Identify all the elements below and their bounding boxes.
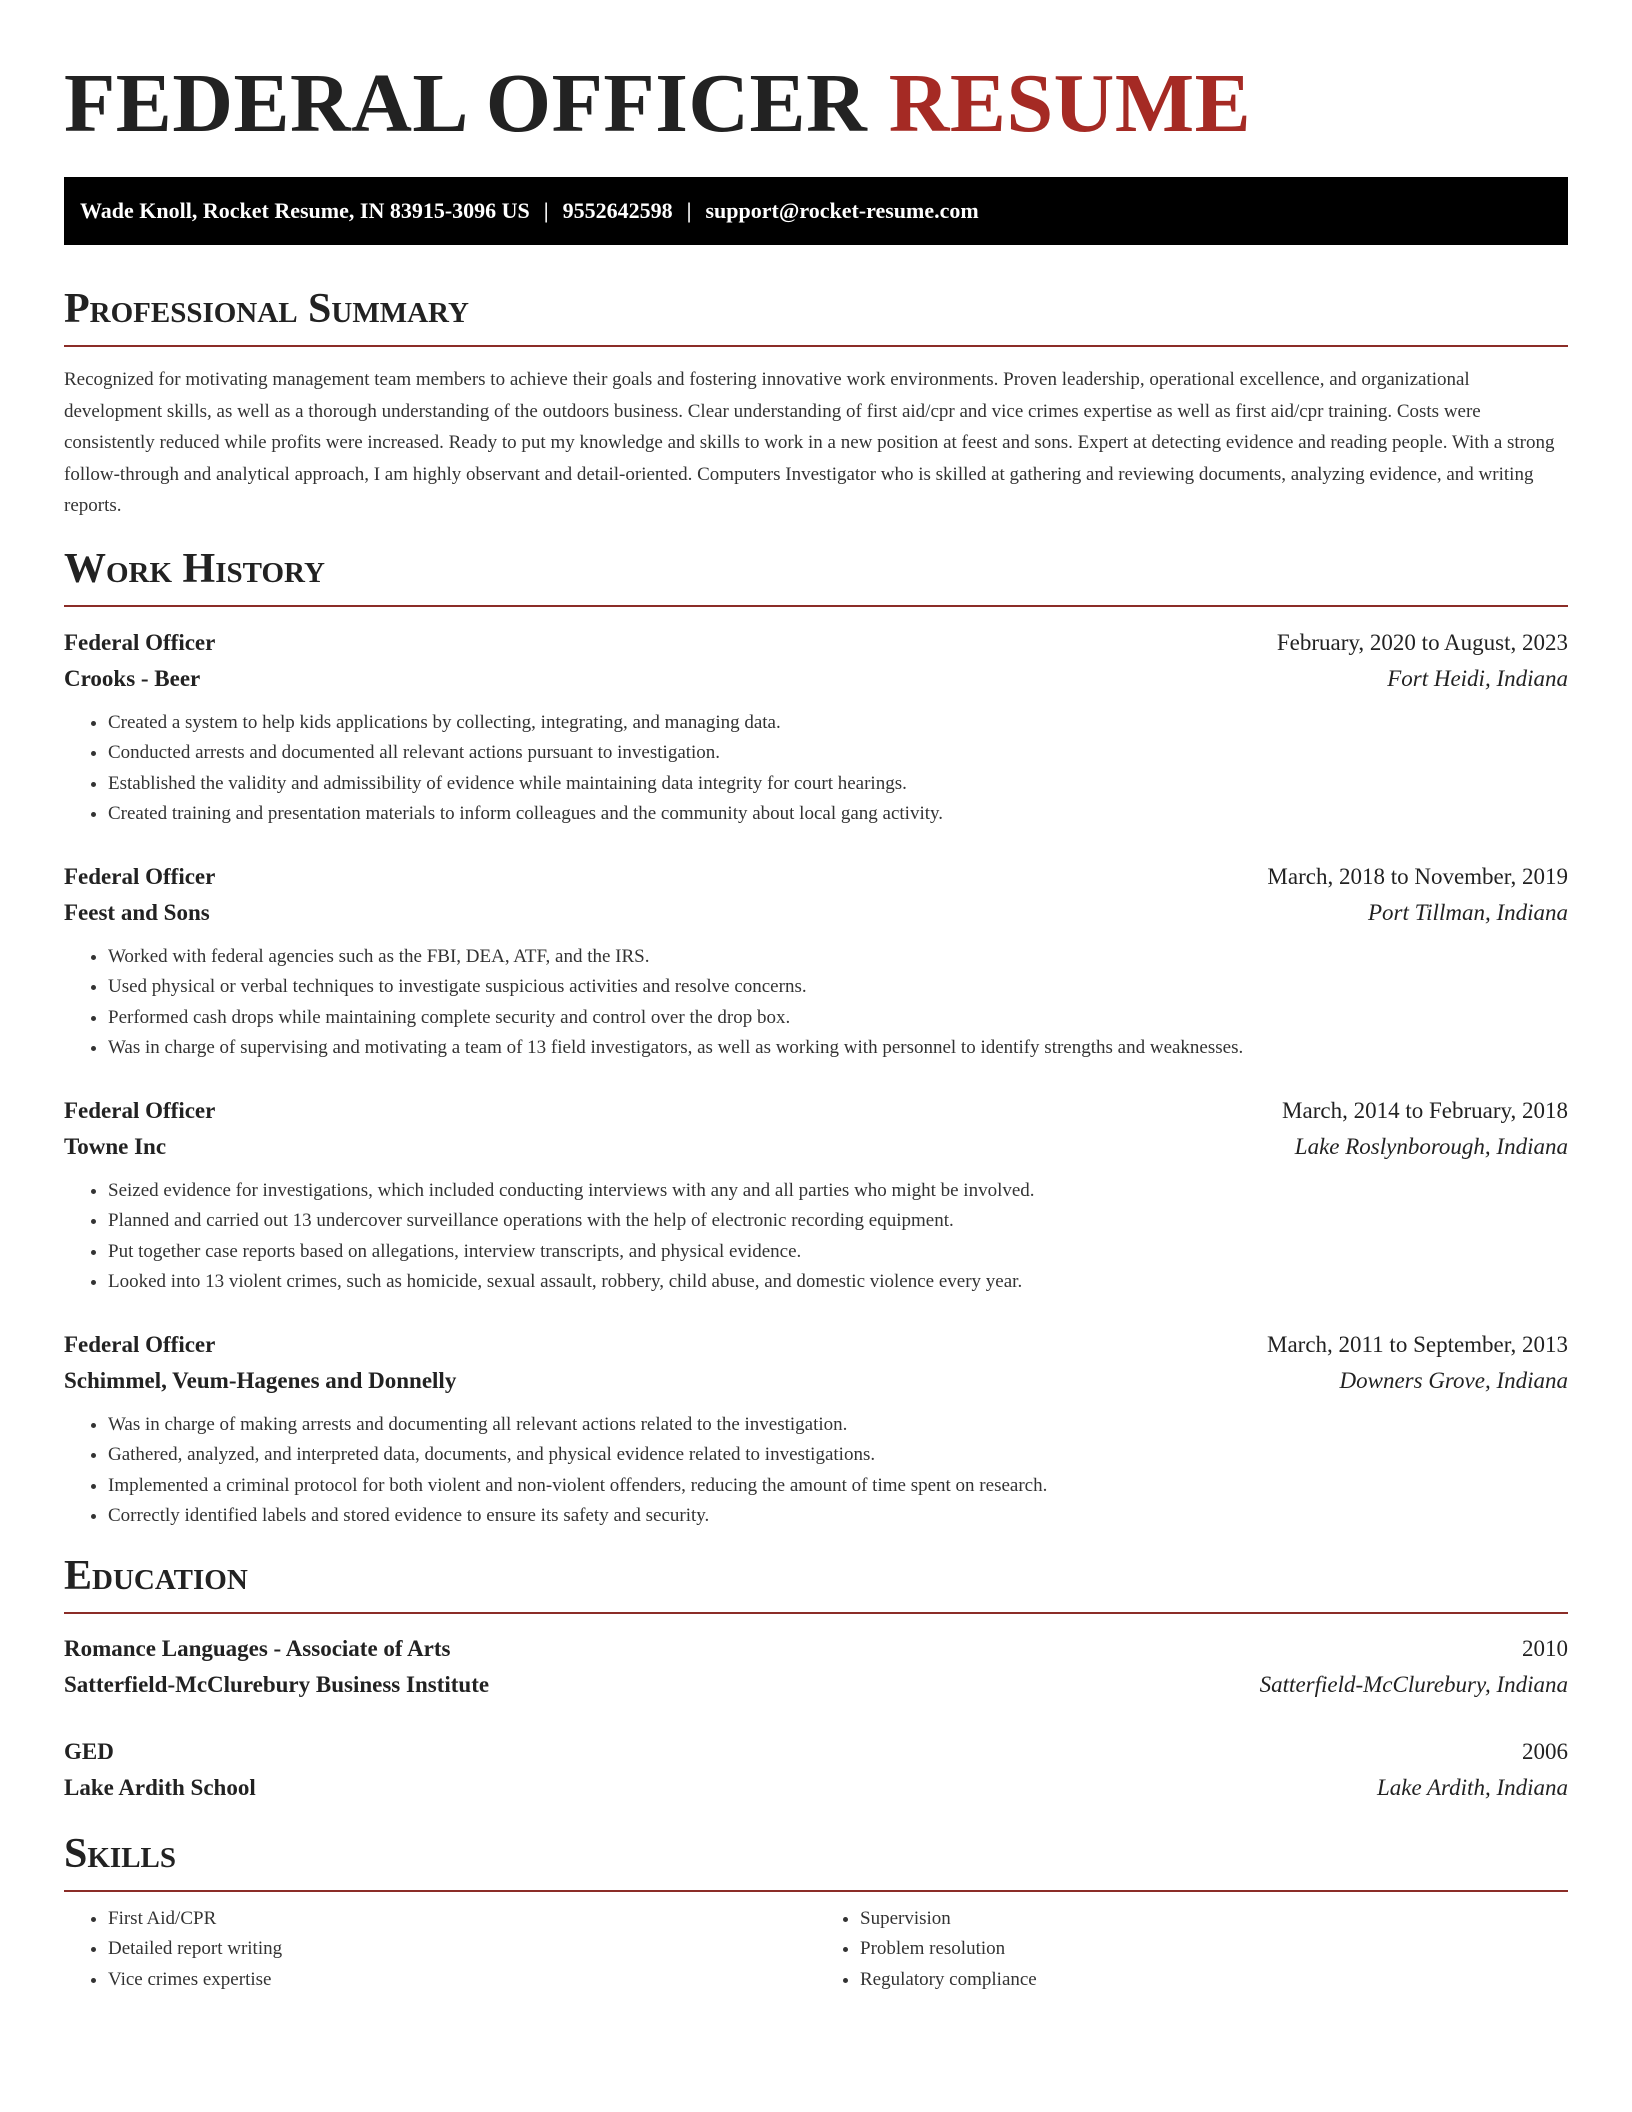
list-item: • Was in charge of supervising and motivating a team of 13 field investigators, as well as working with personnel to identify strengths and weaknesses. (108, 1033, 1568, 1064)
contact-phone: 9552642598 (562, 198, 673, 223)
page-title (64, 0, 1568, 152)
job-company-row (64, 661, 1568, 697)
list-item: • Seized evidence for investigations, which included conducting interviews with any and all parties who might be involved. (108, 1176, 1568, 1207)
list-item: • Worked with federal agencies such as the FBI, DEA, ATF, and the IRS. (108, 942, 1568, 973)
job-company: Crooks - Beer (64, 665, 201, 691)
list-item: • Performed cash drops while maintaining complete security and control over the drop box. (108, 1003, 1568, 1034)
education-entry (64, 1734, 1568, 1806)
job-title: Federal Officer (64, 1331, 216, 1357)
job-entry (64, 1327, 1568, 1532)
job-entry (64, 1093, 1568, 1298)
job-header-row (64, 625, 1568, 661)
job-bullets (64, 1410, 1568, 1532)
skills-section (64, 1830, 1568, 1996)
education-year: 2010 (1522, 1635, 1568, 1661)
contact-address: Wade Knoll, Rocket Resume, IN 83915-3096 US (80, 198, 530, 223)
education-year: 2006 (1522, 1738, 1568, 1764)
job-title: Federal Officer (64, 629, 216, 655)
section-divider (64, 605, 1568, 607)
education-entry (64, 1631, 1568, 1703)
job-location: Lake Roslynborough, Indiana (1294, 1133, 1568, 1159)
list-item: • Detailed report writing (108, 1934, 816, 1965)
section-divider (64, 345, 1568, 347)
list-item: • Problem resolution (860, 1934, 1568, 1965)
skills-list-right (816, 1904, 1568, 1996)
job-dates: March, 2018 to November, 2019 (1267, 863, 1568, 889)
contact-separator: | (686, 198, 692, 223)
section-divider (64, 1890, 1568, 1892)
contact-bar (64, 177, 1568, 245)
list-item: • Put together case reports based on allegations, interview transcripts, and physical evidence. (108, 1237, 1568, 1268)
job-location: Port Tillman, Indiana (1368, 899, 1568, 925)
job-bullets (64, 1176, 1568, 1298)
job-company: Towne Inc (64, 1133, 167, 1159)
education-school-row (64, 1667, 1568, 1703)
list-item: • Created training and presentation materials to inform colleagues and the community about local gang activity. (108, 799, 1568, 830)
job-dates: February, 2020 to August, 2023 (1276, 629, 1568, 655)
job-company: Feest and Sons (64, 899, 210, 925)
list-item: • Regulatory compliance (860, 1965, 1568, 1996)
job-header-row (64, 1093, 1568, 1129)
job-entry (64, 859, 1568, 1064)
title-accent: RESUME (888, 57, 1252, 150)
job-dates: March, 2011 to September, 2013 (1267, 1331, 1568, 1357)
job-company-row (64, 895, 1568, 931)
job-title: Federal Officer (64, 863, 216, 889)
list-item: • Used physical or verbal techniques to investigate suspicious activities and resolve concerns. (108, 972, 1568, 1003)
education-heading: Education (64, 1552, 248, 1599)
education-school-row (64, 1770, 1568, 1806)
job-company-row (64, 1129, 1568, 1165)
job-header-row (64, 859, 1568, 895)
education-location: Satterfield-McClurebury, Indiana (1259, 1671, 1568, 1697)
job-header-row (64, 1327, 1568, 1363)
list-item: • Planned and carried out 13 undercover surveillance operations with the help of electronic recording equipment. (108, 1206, 1568, 1237)
education-degree: GED (64, 1738, 114, 1764)
section-divider (64, 1612, 1568, 1614)
education-section (64, 1552, 1568, 1806)
list-item: • Correctly identified labels and stored evidence to ensure its safety and security. (108, 1501, 1568, 1532)
contact-email: support@rocket-resume.com (705, 198, 979, 223)
list-item: • Conducted arrests and documented all relevant actions pursuant to investigation. (108, 738, 1568, 769)
skills-list-left (64, 1904, 816, 1996)
title-main: FEDERAL OFFICER (64, 57, 868, 150)
list-item: • Implemented a criminal protocol for both violent and non-violent offenders, reducing the amount of time spent on research. (108, 1471, 1568, 1502)
job-company-row (64, 1363, 1568, 1399)
list-item: • Supervision (860, 1904, 1568, 1935)
list-item: • First Aid/CPR (108, 1904, 816, 1935)
job-dates: March, 2014 to February, 2018 (1282, 1097, 1568, 1123)
education-header-row (64, 1631, 1568, 1667)
contact-separator: | (543, 198, 549, 223)
work-history-heading: Work History (64, 545, 325, 592)
list-item: • Gathered, analyzed, and interpreted data, documents, and physical evidence related to investigations. (108, 1440, 1568, 1471)
summary-text: Recognized for motivating management team members to achieve their goals and fostering innovative work environments. Proven leadership, operational excellence, and organizational development skills, as well as a thorough understanding of the outdoors business. Clear understanding of first aid/cpr and vice crimes expertise as well as first aid/cpr training. Costs were consistently reduced while profits were increased. Ready to put my knowledge and skills to work in a new position at feest and sons. Expert at detecting evidence and reading people. With a strong follow-through and analytical approach, I am highly observant and detail-oriented. Computers Investigator who is skilled at gathering and reviewing documents, analyzing evidence, and writing reports. (64, 369, 1555, 516)
job-entry (64, 625, 1568, 830)
job-title: Federal Officer (64, 1097, 216, 1123)
list-item: • Vice crimes expertise (108, 1965, 816, 1996)
education-header-row (64, 1734, 1568, 1770)
education-degree: Romance Languages - Associate of Arts (64, 1635, 451, 1661)
education-school: Satterfield-McClurebury Business Institute (64, 1671, 490, 1697)
skills-columns (64, 1904, 1568, 1996)
job-bullets (64, 942, 1568, 1064)
skills-heading: Skills (64, 1830, 177, 1877)
list-item: • Was in charge of making arrests and documenting all relevant actions related to the investigation. (108, 1410, 1568, 1441)
job-company: Schimmel, Veum-Hagenes and Donnelly (64, 1367, 457, 1393)
list-item: • Established the validity and admissibility of evidence while maintaining data integrity for court hearings. (108, 769, 1568, 800)
summary-heading: Professional Summary (64, 286, 469, 332)
summary-section (64, 285, 1568, 522)
education-school: Lake Ardith School (64, 1774, 256, 1800)
job-location: Fort Heidi, Indiana (1387, 665, 1568, 691)
education-location: Lake Ardith, Indiana (1376, 1774, 1568, 1800)
job-bullets (64, 708, 1568, 830)
list-item: • Created a system to help kids applications by collecting, integrating, and managing data. (108, 708, 1568, 739)
job-location: Downers Grove, Indiana (1339, 1367, 1568, 1393)
list-item: • Looked into 13 violent crimes, such as homicide, sexual assault, robbery, child abuse, and domestic violence every year. (108, 1267, 1568, 1298)
work-history-section (64, 545, 1568, 1532)
